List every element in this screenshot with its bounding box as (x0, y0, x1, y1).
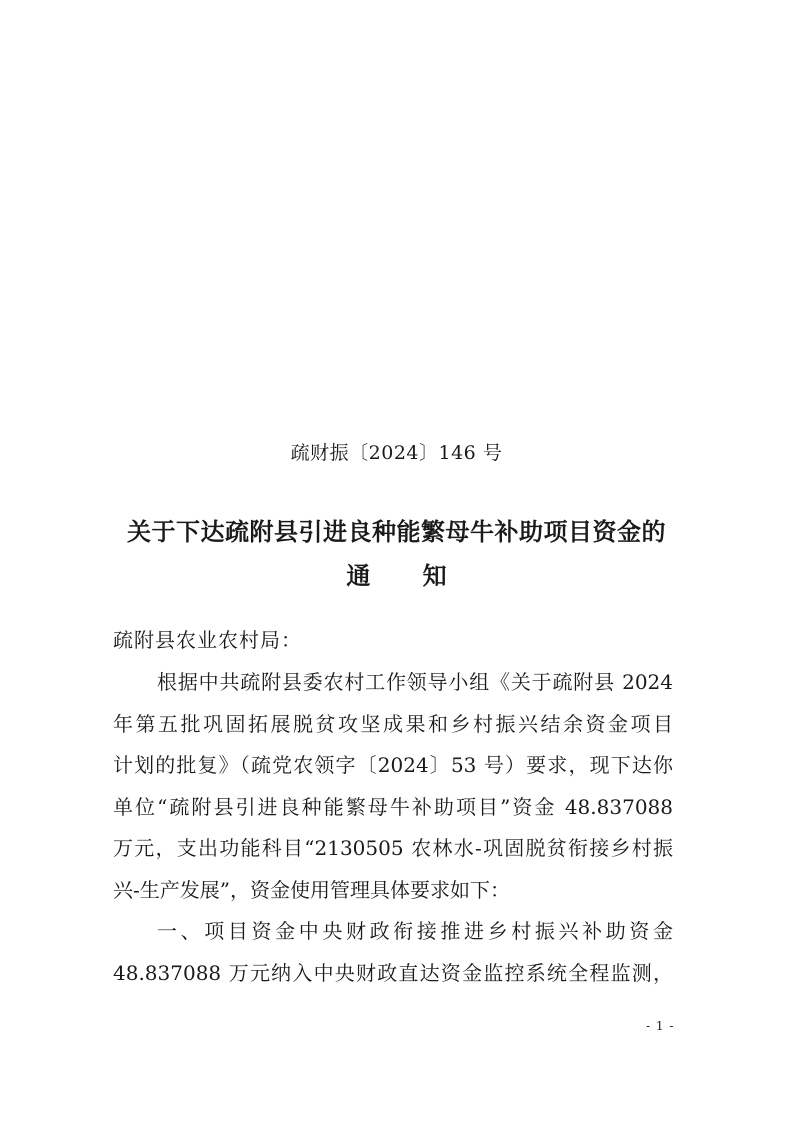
addressee: 疏附县农业农村局： (113, 628, 302, 652)
body-line: 兴-生产发展”，资金使用管理具体要求如下： (113, 877, 510, 902)
body-line: 48.837088 万元纳入中央财政直达资金监控系统全程监测， (113, 960, 673, 985)
page-number: - 1 - (646, 1019, 675, 1033)
body-text (113, 662, 673, 994)
title-line-2: 通 知 (346, 562, 469, 590)
title-line-1: 关于下达疏附县引进良种能繁母牛补助项目资金的 (127, 518, 666, 546)
body-line: 计划的批复》（疏党农领字〔2024〕53 号）要求，现下达你 (113, 753, 673, 777)
body-line: 一、项目资金中央财政衔接推进乡村振兴补助资金 (157, 919, 673, 943)
document-title (60, 510, 733, 598)
body-line: 单位“疏附县引进良种能繁母牛补助项目”资金 48.837088 (113, 794, 673, 819)
document-number: 疏财振〔2024〕146 号 (290, 442, 503, 464)
body-line: 万元，支出功能科目“2130505 农林水-巩固脱贫衔接乡村振 (113, 836, 673, 860)
body-line: 根据中共疏附县委农村工作领导小组《关于疏附县 2024 (157, 670, 673, 694)
body-line: 年第五批巩固拓展脱贫攻坚成果和乡村振兴结余资金项目 (113, 711, 673, 736)
